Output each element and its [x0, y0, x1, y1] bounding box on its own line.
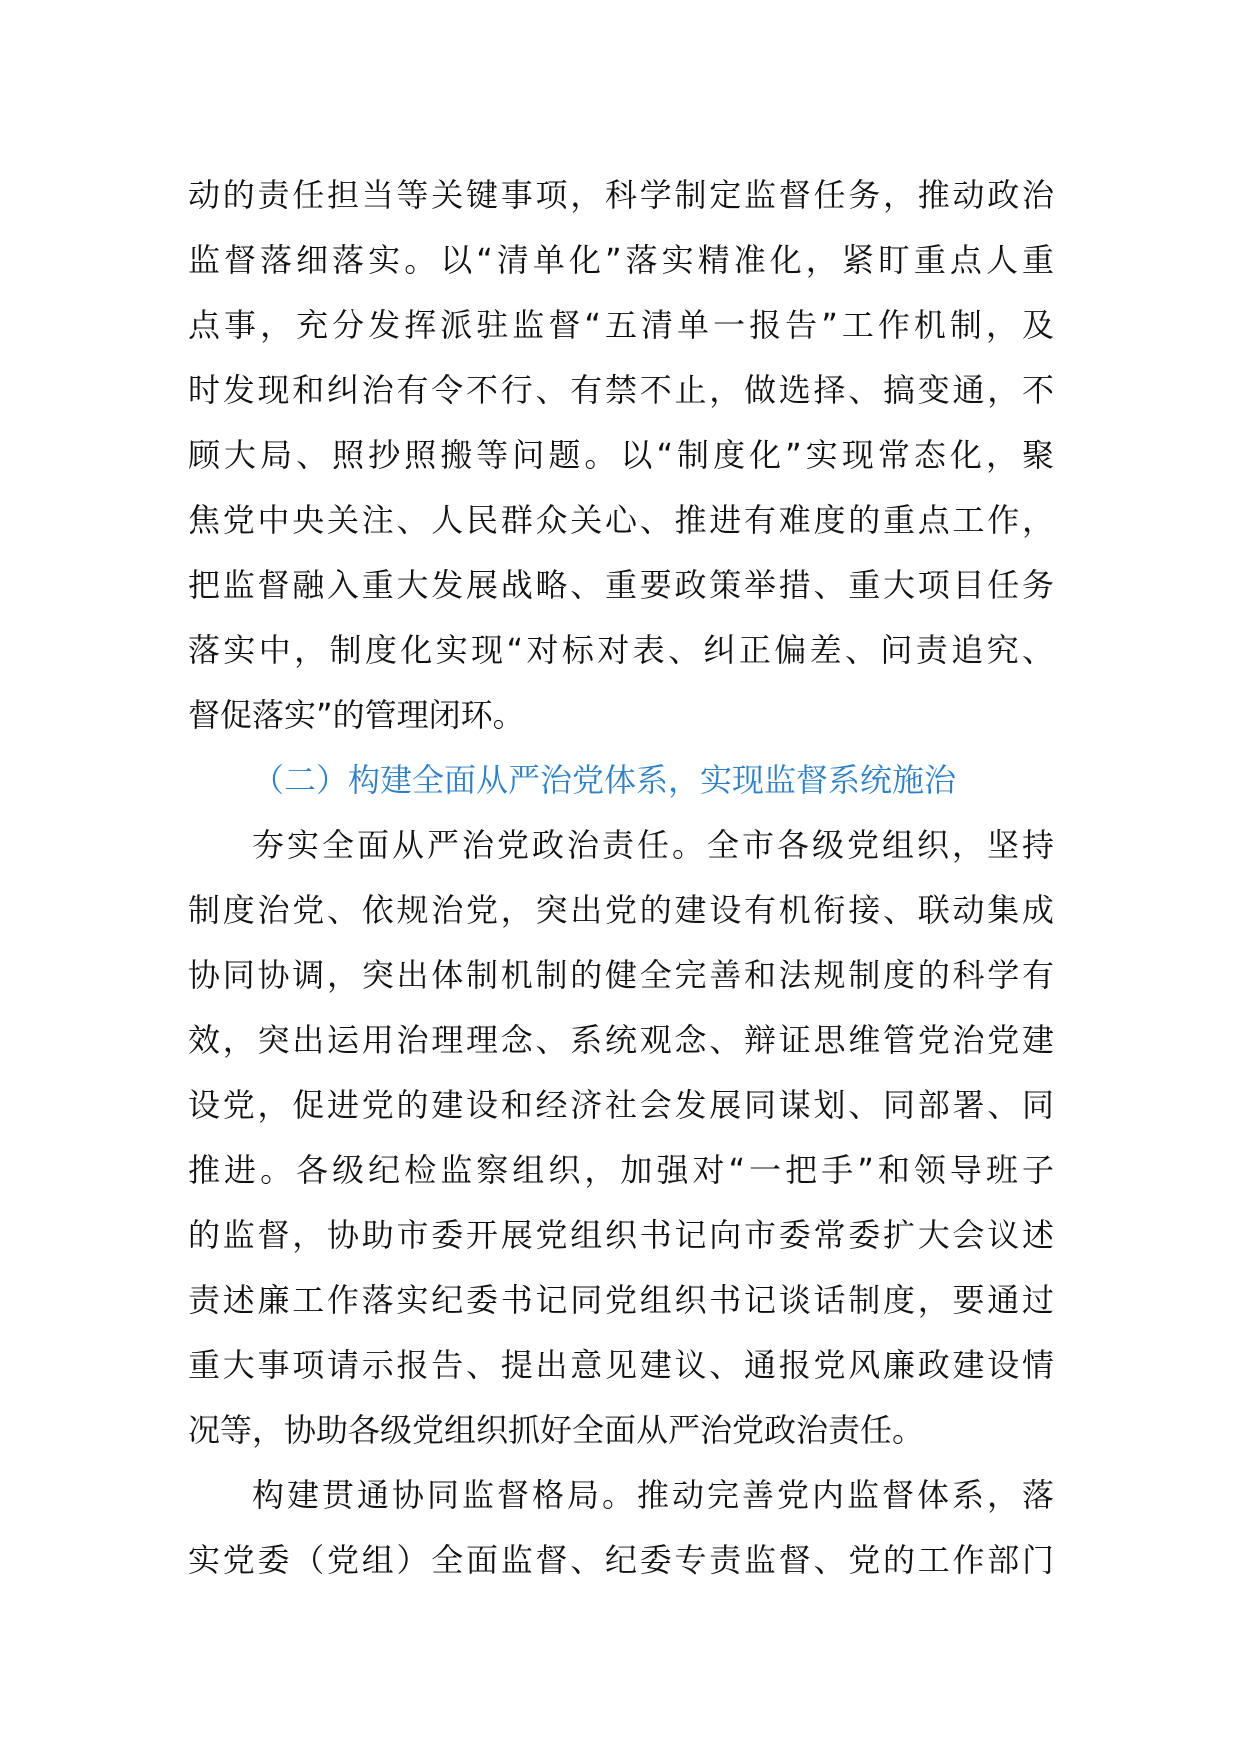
text-line: 效，突出运用治理理念、系统观念、辩证思维管党治党建 — [188, 1021, 1054, 1059]
text-line: 督促落实”的管理闭环。 — [188, 696, 525, 734]
text-line: 实党委（党组）全面监督、纪委专责监督、党的工作部门 — [188, 1541, 1054, 1579]
text-line: 监督落细落实。以“清单化”落实精准化，紧盯重点人重 — [188, 241, 1054, 279]
text-line: 夯实全面从严治党政治责任。全市各级党组织，坚持 — [252, 826, 1054, 864]
text-line: 设党，促进党的建设和经济社会发展同谋划、同部署、同 — [188, 1086, 1054, 1124]
text-line: 落实中，制度化实现“对标对表、纠正偏差、问责追究、 — [188, 631, 1054, 669]
text-line: 制度治党、依规治党，突出党的建设有机衔接、联动集成 — [188, 891, 1054, 929]
paragraph-2 — [188, 813, 1054, 1463]
section-heading: （二）构建全面从严治党体系，实现监督系统施治 — [252, 761, 957, 799]
document-page — [188, 163, 1054, 1593]
text-line: 责述廉工作落实纪委书记同党组织书记谈话制度，要通过 — [188, 1281, 1054, 1319]
text-line: 时发现和纠治有令不行、有禁不止，做选择、搞变通，不 — [188, 371, 1054, 409]
text-line: 动的责任担当等关键事项，科学制定监督任务，推动政治 — [188, 176, 1054, 214]
text-line: 推进。各级纪检监察组织，加强对“一把手”和领导班子 — [188, 1151, 1054, 1189]
text-line: 的监督，协助市委开展党组织书记向市委常委扩大会议述 — [188, 1216, 1054, 1254]
text-line: 点事，充分发挥派驻监督“五清单一报告”工作机制，及 — [188, 306, 1054, 344]
text-line: 把监督融入重大发展战略、重要政策举措、重大项目任务 — [188, 566, 1054, 604]
text-line: 协同协调，突出体制机制的健全完善和法规制度的科学有 — [188, 956, 1054, 994]
text-line: 顾大局、照抄照搬等问题。以“制度化”实现常态化，聚 — [188, 436, 1054, 474]
paragraph-3 — [188, 1463, 1054, 1593]
text-line: 焦党中央关注、人民群众关心、推进有难度的重点工作， — [188, 501, 1054, 539]
text-line: 重大事项请示报告、提出意见建议、通报党风廉政建设情 — [188, 1346, 1054, 1384]
text-line: 构建贯通协同监督格局。推动完善党内监督体系，落 — [252, 1476, 1054, 1514]
text-line: 况等，协助各级党组织抓好全面从严治党政治责任。 — [188, 1411, 925, 1449]
paragraph-1 — [188, 163, 1054, 748]
